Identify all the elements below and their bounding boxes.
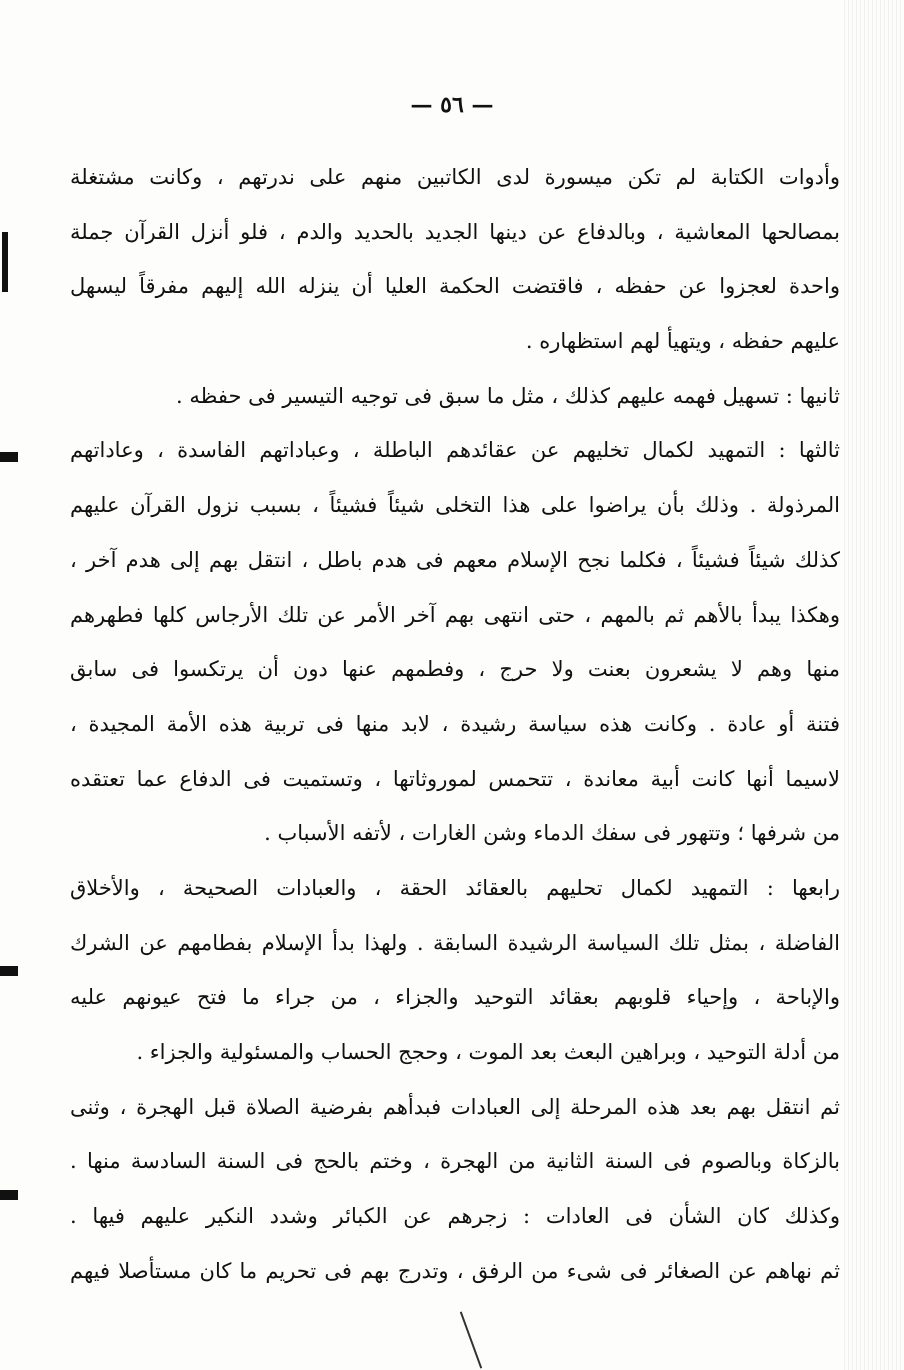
- text-line: من شرفها ؛ وتتهور فى سفك الدماء وشن الغارات ، لأتفه الأسباب .: [264, 821, 840, 846]
- text-line: لاسيما أنها كانت أبية معاندة ، تتحمس لموروثاتها ، وتستميت فى الدفاع عما تعتقده: [70, 766, 840, 791]
- text-line: ثم انتقل بهم بعد هذه المرحلة إلى العبادات فبدأهم بفرضية الصلاة قبل الهجرة ، وثنى: [70, 1094, 840, 1119]
- text-line: وكذلك كان الشأن فى العادات : زجرهم عن الكبائر وشدد النكير عليهم فيها .: [70, 1204, 840, 1229]
- text-line: منها وهم لا يشعرون بعنت ولا حرج ، وفطمهم عنها دون أن يرتكسوا فى سابق: [70, 657, 840, 682]
- text-line: بالزكاة وبالصوم فى السنة الثانية من الهجرة ، وختم بالحج فى السنة السادسة منها .: [70, 1149, 840, 1174]
- text-line: الفاضلة ، بمثل تلك السياسة الرشيدة السابقة . ولهذا بدأ الإسلام بفطامهم عن الشرك: [70, 930, 840, 955]
- text-line: كذلك شيئاً فشيئاً ، فكلما نجح الإسلام معهم فى هدم باطل ، انتقل بهم إلى هدم آخر ،: [70, 547, 840, 572]
- margin-arrow-mark: [0, 966, 18, 976]
- pencil-stroke: [460, 1311, 482, 1368]
- margin-bracket-mark: [2, 232, 8, 292]
- text-line: المرذولة . وذلك بأن يراضوا على هذا التخلى شيئاً فشيئاً ، بسبب نزول القرآن عليهم: [70, 493, 840, 518]
- body-text: [70, 150, 840, 1298]
- text-line: وأدوات الكتابة لم تكن ميسورة لدى الكاتبين منهم على ندرتهم ، وكانت مشتغلة: [70, 165, 840, 189]
- text-line: ثانيها : تسهيل فهمه عليهم كذلك ، مثل ما سبق فى توجيه التيسير فى حفظه .: [176, 383, 840, 408]
- scan-edge-noise: [844, 0, 904, 1370]
- text-line: واحدة لعجزوا عن حفظه ، فاقتضت الحكمة العليا أن ينزله الله إليهم مفرقاً ليسهل: [70, 274, 840, 299]
- margin-arrow-mark: [0, 452, 18, 462]
- text-line: عليهم حفظه ، ويتهيأ لهم استظهاره .: [525, 329, 840, 354]
- text-line: ثالثها : التمهيد لكمال تخليهم عن عقائدهم الباطلة ، وعباداتهم الفاسدة ، وعاداتهم: [70, 438, 840, 463]
- text-line: بمصالحها المعاشية ، وبالدفاع عن دينها الجديد بالحديد والدم ، فلو أنزل القرآن جملة: [70, 219, 840, 244]
- page-number: — ٥٦ —: [410, 92, 494, 118]
- margin-arrow-mark: [0, 1190, 18, 1200]
- text-line: من أدلة التوحيد ، وبراهين البعث بعد الموت ، وحجج الحساب والمسئولية والجزاء .: [136, 1040, 840, 1064]
- text-line: ثم نهاهم عن الصغائر فى شىء من الرفق ، وتدرج بهم فى تحريم ما كان مستأصلا فيهم: [70, 1258, 840, 1283]
- text-line: وهكذا يبدأ بالأهم ثم بالمهم ، حتى انتهى بهم آخر الأمر عن تلك الأرجاس كلها فطهرهم: [70, 602, 840, 627]
- text-line: والإباحة ، وإحياء قلوبهم بعقائد التوحيد والجزاء ، من جراء ما فتح عيونهم عليه: [70, 985, 840, 1010]
- text-line: رابعها : التمهيد لكمال تحليهم بالعقائد الحقة ، والعبادات الصحيحة ، والأخلاق: [70, 875, 840, 900]
- text-line: فتنة أو عادة . وكانت هذه سياسة رشيدة ، لابد منها فى تربية هذه الأمة المجيدة ،: [70, 711, 840, 736]
